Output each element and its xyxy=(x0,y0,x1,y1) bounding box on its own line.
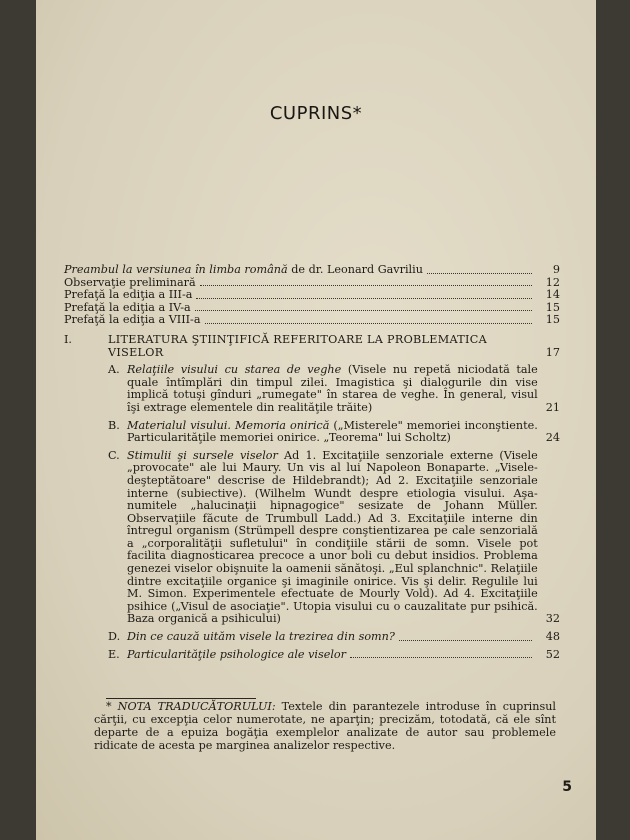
toc-section xyxy=(64,334,560,359)
toc-page-number: 24 xyxy=(545,431,560,445)
toc-subsection-e xyxy=(108,649,560,662)
leader-dots xyxy=(200,285,532,286)
toc-page-number: 9 xyxy=(552,263,560,276)
toc-subsection-c xyxy=(108,450,560,626)
leader-dots xyxy=(350,657,532,658)
subsection-title: Stimulii şi sursele viselor xyxy=(127,448,278,462)
leader-dots xyxy=(195,310,532,311)
toc-page-number: 15 xyxy=(545,300,560,314)
toc-entry-text: Prefaţă la ediţia a III-a xyxy=(64,288,193,302)
leader-dots xyxy=(196,298,532,299)
toc-subsection-b xyxy=(108,420,560,445)
subsection-text: („Misterele" memoriei inconştiente. Particularităţile memoriei onirice. „Teorema" lui Scholtz) xyxy=(127,418,538,445)
toc-subsection-a xyxy=(108,364,560,414)
subsection-title: Din ce cauză uităm visele la trezirea din somn? xyxy=(127,630,395,644)
toc-page-number: 48 xyxy=(545,630,560,644)
book-page xyxy=(36,0,596,840)
subsection-title: Materialul visului. Memoria onirică xyxy=(127,418,330,432)
toc-page-number: 21 xyxy=(545,400,560,414)
subsection-text: Ad 1. Excitaţiile senzoriale externe (Visele „provocate" ale lui Maury. Un vis al lui Napoleon Bonaparte. „Visele-deşteptătoare" descrise de Hildebrandt); Ad 2. Excitaţiile senzoriale interne (subiective). (Wilhelm Wundt despre etiologia visului. Aşa-numitele „halucinaţii hipnagogice" sesizate de Johann Müller. Observaţiile făcute de Trumbull Ladd.) Ad 3. Excitaţiile interne din întregul organism (Strümpell despre conştientizarea pe cale senzorială a „corporalităţii sufletului" în condiţiile stării de somn. Visele pot facilita diagnosticarea precoce a unor boli cu debut insidios. Problema genezei viselor obişnuite la oamenii sănătoşi. „Eul splanchnic". Relaţiile dintre excitaţiile organice şi imaginile onirice. Vis şi delir. Regulile lui M. Simon. Experimentele efectuate de Mourly Vold). Ad 4. Excitaţiile psihice („Visul de asociaţie". Utopia visului cu o cauzalitate pur psihică. Baza organică a psihicului) xyxy=(127,448,538,626)
toc-entry-preface-3 xyxy=(64,289,560,302)
leader-dots xyxy=(205,323,532,324)
toc-entry-italic: Preambul la versiunea în limba română xyxy=(64,263,288,276)
page-title: CUPRINS* xyxy=(269,103,363,124)
page-number: 5 xyxy=(562,779,572,795)
toc-entry-text: Prefaţă la ediţia a VIII-a xyxy=(64,313,201,327)
subsection-letter: A. xyxy=(108,363,120,377)
section-number: I. xyxy=(64,332,72,346)
subsection-letter: D. xyxy=(108,630,121,644)
toc-subsection-d xyxy=(108,631,560,644)
toc-page-number: 14 xyxy=(545,288,560,302)
leader-dots xyxy=(399,640,532,641)
subsection-title: Relaţiile visului cu starea de veghe xyxy=(127,363,342,377)
toc-entry-preface-8 xyxy=(64,314,560,327)
section-heading: LITERATURA ŞTIINŢIFICĂ REFERITOARE LA PROBLEMATICA VISELOR xyxy=(108,332,487,359)
toc-entry-text: Prefaţă la ediţia a IV-a xyxy=(64,300,191,314)
translator-note xyxy=(94,700,556,752)
toc-page-number: 32 xyxy=(545,612,560,626)
translator-note-text: Textele din parantezele introduse în cuprinsul cărţii, cu excepţia celor numerotate, ne aparţin; precizăm, totodată, că ele sînt departe de a epuiza bogăţia exemplelor analizate de autor sau problemele ridicate de acesta pe marginea analizelor respective. xyxy=(94,700,556,752)
toc-entry-text: Observaţie preliminară xyxy=(64,275,196,289)
table-of-contents xyxy=(64,264,560,661)
toc-page-number: 52 xyxy=(545,647,560,661)
toc-page-number: 12 xyxy=(545,275,560,289)
subsection-letter: B. xyxy=(108,418,120,432)
subsection-title: Particularităţile psihologice ale viselor xyxy=(127,647,347,661)
translator-note-label: * NOTA TRADUCĂTORULUI: xyxy=(106,700,276,713)
toc-page-number: 15 xyxy=(545,313,560,327)
footnote-rule xyxy=(106,698,256,699)
toc-page-number: 17 xyxy=(545,345,560,359)
subsection-letter: C. xyxy=(108,448,120,462)
toc-entry-preamble xyxy=(64,264,560,277)
toc-entry-text: de dr. Leonard Gavriliu xyxy=(287,263,423,276)
leader-dots xyxy=(427,273,532,274)
subsection-letter: E. xyxy=(108,647,120,661)
subsection-text: (Visele nu repetă niciodată tale quale întîmplări din timpul zilei. Imagistica şi dialogurile din vise implică totuşi gînduri „rumegate" în starea de veghe. În general, visul îşi extrage elementele din realităţile trăite) xyxy=(127,363,538,414)
